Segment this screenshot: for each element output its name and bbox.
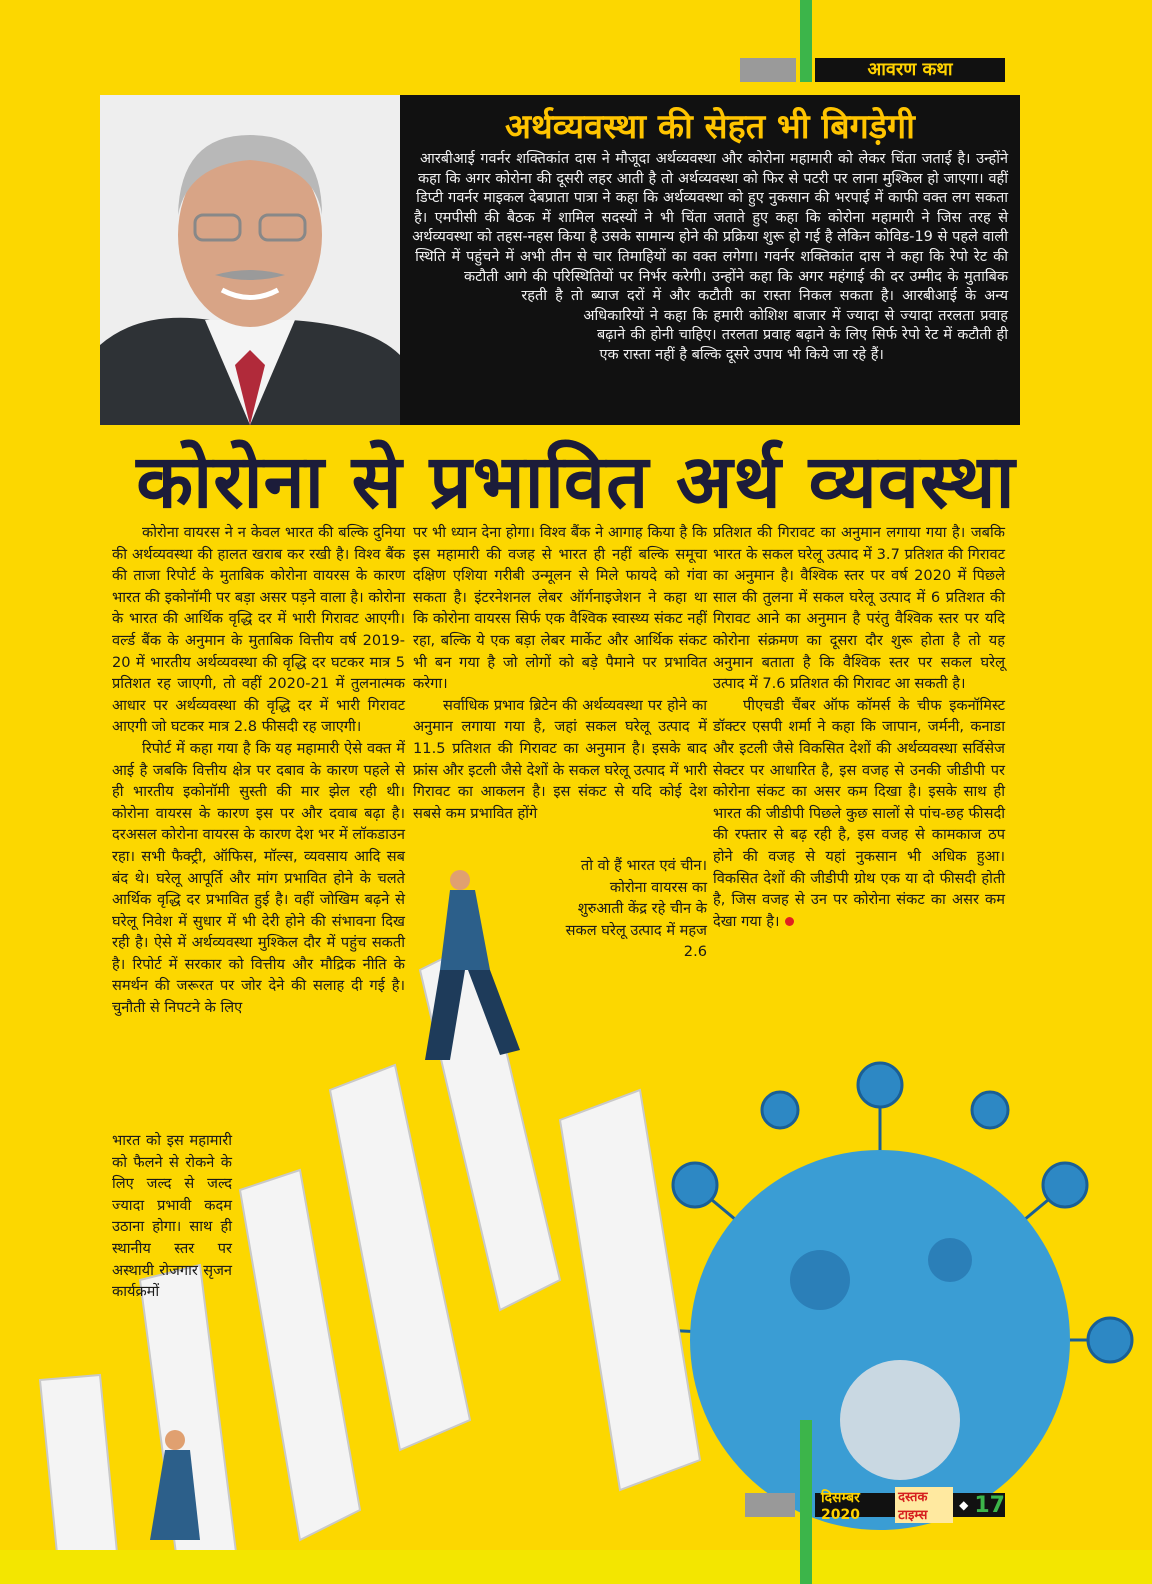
box-title: अर्थव्यवस्था की सेहत भी बिगड़ेगी bbox=[505, 107, 915, 147]
page-headline: कोरोना से प्रभावित अर्थ व्यवस्था bbox=[136, 439, 1016, 525]
article-column-1 bbox=[112, 522, 405, 1019]
section-tag: आवरण कथा bbox=[815, 58, 1005, 82]
article-column-3 bbox=[713, 522, 1005, 932]
section-tab-green-bar bbox=[800, 0, 812, 82]
paragraph: रिपोर्ट में कहा गया है कि यह महामारी ऐसे वक्त में आई है जबकि वित्तीय क्षेत्र पर दबाव के कारण पहले से ही भारतीय इकोनॉमी सुस्ती की मार झेल रही थी। कोरोना वायरस के कारण इस पर और दवाब बढ़ा है। दरअसल कोरोना वायरस के कारण देश भर में लॉकडाउन रहा। सभी फैक्ट्री, ऑफिस, मॉल्स, व्यवसाय आदि सब बंद थे। घरेलू आपूर्ति और मांग प्रभावित होने के चलते आर्थिक वृद्धि दर प्रभावित हुई है। वहीं जोखिम बढ़ने से घरेलू निवेश में सुधार में भी देरी होने की संभावना दिख रही है। ऐसे में अर्थव्यवस्था मुश्किल दौर में पहुंच सकती है। रिपोर्ट में सरकार को वित्तीय और मौद्रिक नीति के समर्थन की जरूरत पर जोर देने की सलाह दी गई है। चुनौती से निपटने के लिए bbox=[112, 739, 405, 1017]
article-column-2 bbox=[413, 522, 707, 824]
paragraph: कोरोना वायरस ने न केवल भारत की बल्कि दुनिया की अर्थव्यवस्था की हालत खराब कर रखी है। विश्व बैंक की ताजा रिपोर्ट के मुताबिक कोरोना वायरस के कारण भारत की इकोनॉमी पर बड़ा असर पड़ने वाला है। कोरोना के भारत की आर्थिक वृद्धि दर में भारी गिरावट आएगी। वर्ल्ड बैंक के अनुमान के मुताबिक वित्तीय वर्ष 2019-20 में भारतीय अर्थव्यवस्था की वृद्धि दर घटकर मात्र 5 प्रतिशत रह जाएगी, तो वहीं 2020-21 में तुलनात्मक आधार पर अर्थव्यवस्था की वृद्धि दर में भारी गिरावट आएगी जो घटकर मात्र 2.8 फीसदी रह जाएगी। bbox=[112, 524, 405, 736]
article-column-2-wrap bbox=[560, 855, 707, 963]
box-text-wrap bbox=[100, 150, 1008, 420]
footer-green-bar bbox=[800, 1420, 812, 1584]
magazine-logo: दस्तक टाइम्स bbox=[895, 1487, 953, 1523]
paragraph-text: पीएचडी चैंबर ऑफ कॉमर्स के चीफ इकनॉमिस्ट डॉक्टर एसपी शर्मा ने कहा कि जापान, जर्मनी, कनाडा और इटली जैसे विकसित देशों की अर्थव्यवस्था सर्विसेज सेक्टर पर आधारित है, इस वजह से उनकी जीडीपी पर कोरोना संकट का असर कम दिखा है। इसके साथ ही भारत की जीडीपी पिछले कुछ सालों से पांच-छह फीसदी की रफ्तार से बढ़ रही है, इस वजह से कामकाज ठप होने की वजह से यहां नुकसान भी अधिक हुआ। विकसित देशों की जीडीपी ग्रोथ एक या दो फीसदी होती है, जिस वजह से उन पर कोरोना संकट का असर कम देखा गया है। bbox=[713, 696, 1005, 930]
box-text: आरबीआई गवर्नर शक्तिकांत दास ने मौजूदा अर्थव्यवस्था और कोरोना महामारी को लेकर चिंता जताई है। उन्होंने कहा कि अगर कोरोना की दूसरी लहर आती है तो अर्थव्यवस्था को फिर से पटरी पर लाना मुश्किल हो जाएगा। वहीं डिप्टी गवर्नर माइकल देबप्राता पात्रा ने कहा कि अर्थव्यवस्था को हुए नुकसान की भरपाई में काफी वक्त लग सकता है। एमपीसी की बैठक में शामिल सदस्यों ने भी चिंता जताते हुए कहा कि कोरोना महामारी ने जिस तरह से अर्थव्यवस्था को तहस-नहस किया है उसके सामान्य होने की प्रक्रिया शुरू हो गई है लेकिन कोविड-19 से पहले वाली स्थिति में पहुंचने में अभी तीन से चार तिमाहियों का वक्त लगेगा। गवर्नर शक्तिकांत दास ने कहा कि रेपो रेट की कटौती आगे की परिस्थितियों पर निर्भर करेगी। उन्होंने कहा कि अगर महंगाई की दर उम्मीद के मुताबिक रहती है तो ब्याज दरों में और कटौती का रास्ता निकल सकता है। आरबीआई के अन्य अधिकारियों ने कहा कि हमारी कोशिश बाजार में ज्यादा से ज्यादा तरलता प्रवाह बढ़ाने की होनी चाहिए। तरलता प्रवाह बढ़ाने के लिए सिर्फ रेपो रेट में कटौती ही एक रास्ता नहीं है बल्कि दूसरे उपाय भी किये जा रहे हैं। bbox=[412, 151, 1008, 363]
paragraph: तो वो हैं भारत एवं चीन। कोरोना वायरस का शुरुआती केंद्र रहे चीन के सकल घरेलू उत्पाद में महज 2.6 bbox=[565, 857, 707, 961]
article-column-1-wrap bbox=[112, 1130, 232, 1303]
section-tab-gray-block bbox=[740, 58, 796, 82]
paragraph: प्रतिशत की गिरावट का अनुमान लगाया गया है। जबकि भारत के सकल घरेलू उत्पाद में 3.7 प्रतिशत की गिरावट का अनुमान है। वैश्विक स्तर पर वर्ष 2020 में पिछले साल की तुलना में सकल घरेलू उत्पाद में 6 प्रतिशत की गिरावट आने का अनुमान है परंतु वैश्विक स्तर पर यदि कोरोना संक्रमण का दूसरा दौर शुरू होता है तो यह अनुमान बताता है कि वैश्विक स्तर पर सकल घरेलू उत्पाद में 7.6 प्रतिशत की गिरावट आ सकती है। bbox=[713, 524, 1005, 693]
virus-illustration bbox=[633, 1063, 1132, 1530]
paragraph: सर्वाधिक प्रभाव ब्रिटेन की अर्थव्यवस्था पर होने का अनुमान लगाया गया है, जहां सकल घरेलू उत्पाद में 11.5 प्रतिशत की गिरावट का अनुमान है। इसके बाद फ्रांस और इटली जैसे देशों के सकल घरेलू उत्पाद में भारी गिरावट का आकलन है। इस संकट से यदि कोई देश सबसे कम प्रभावित होंगे bbox=[413, 696, 707, 822]
paragraph: पर भी ध्यान देना होगा। विश्व बैंक ने आगाह किया है कि इस महामारी की वजह से भारत ही नहीं बल्कि समूचा दक्षिण एशिया गरीबी उन्मूलन से मिले फायदे को गंवा सकता है। इंटरनेशनल लेबर ऑर्गनाइजेशन ने कहा था कि कोरोना वायरस सिर्फ एक वैश्विक स्वास्थ्य संकट नहीं रहा, बल्कि ये एक बड़ा लेबर मार्केट और आर्थिक संकट भी बन गया है जो लोगों को बड़े पैमाने पर प्रभावित करेगा। bbox=[413, 524, 707, 693]
bottom-yellow-band bbox=[0, 1550, 1152, 1584]
page-number: 17 bbox=[974, 1492, 1005, 1518]
paragraph: भारत को इस महामारी को फैलने से रोकने के लिए जल्द से जल्द ज्यादा प्रभावी कदम उठाना होगा। साथ ही स्थानीय स्तर पर अस्थायी रोजगार सृजन कार्यक्रमों bbox=[112, 1132, 232, 1301]
footer-gray-block bbox=[745, 1493, 795, 1517]
paragraph bbox=[713, 695, 1005, 933]
footer bbox=[815, 1489, 1005, 1523]
end-mark-icon bbox=[785, 917, 794, 926]
issue-date: दिसम्बर 2020 bbox=[821, 1489, 860, 1523]
diamond-separator-icon: ◆ bbox=[959, 1498, 969, 1512]
